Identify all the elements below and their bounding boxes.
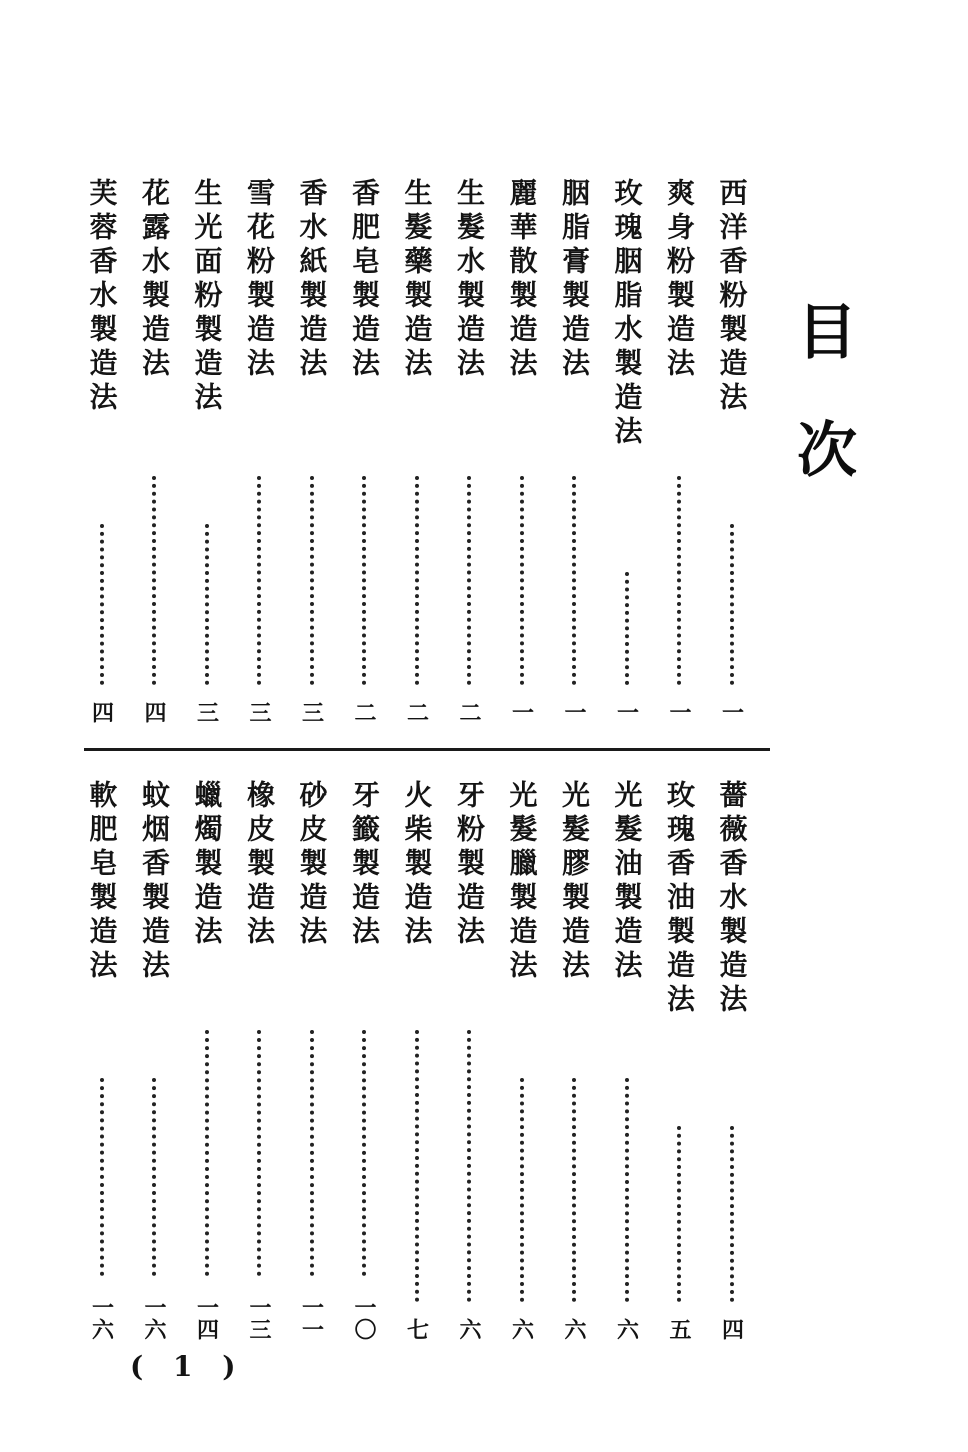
toc-entry-page: 六 bbox=[613, 1318, 640, 1340]
toc-entry-page: 四 bbox=[88, 701, 115, 723]
dot-leader bbox=[520, 476, 524, 685]
toc-entry bbox=[711, 178, 753, 723]
dot-leader bbox=[467, 1030, 471, 1302]
toc-entry bbox=[501, 780, 543, 1340]
toc-entry-title: 西洋香粉製造法 bbox=[715, 178, 749, 416]
dot-leader bbox=[677, 1126, 681, 1302]
toc-entry-page: 一 bbox=[718, 701, 745, 723]
toc-entry bbox=[658, 780, 700, 1340]
toc-entry-title: 軟肥皂製造法 bbox=[85, 780, 119, 984]
toc-entry-page: 六 bbox=[561, 1318, 587, 1340]
toc-entry-title: 光髮臘製造法 bbox=[505, 780, 539, 984]
toc-entry-title: 蚊烟香製造法 bbox=[138, 780, 171, 984]
toc-entry-title: 雪花粉製造法 bbox=[243, 178, 276, 382]
toc-entry bbox=[343, 178, 385, 723]
dot-leader bbox=[677, 476, 681, 685]
toc-entry-page: 一 bbox=[508, 701, 535, 723]
dot-leader bbox=[257, 476, 261, 685]
dot-leader bbox=[362, 476, 366, 685]
dot-leader bbox=[100, 1078, 104, 1276]
dot-leader bbox=[100, 524, 104, 685]
toc-entry-page: 七 bbox=[403, 1318, 430, 1340]
dot-leader bbox=[310, 476, 314, 685]
dot-leader bbox=[205, 524, 209, 685]
dot-leader bbox=[310, 1030, 314, 1276]
dot-leader bbox=[730, 1126, 734, 1302]
toc-entry-title: 生光面粉製造法 bbox=[190, 178, 224, 416]
toc-entry bbox=[291, 178, 333, 723]
toc-entry-page: 一 bbox=[666, 701, 692, 723]
toc-entry bbox=[81, 178, 123, 723]
section-divider bbox=[84, 748, 770, 751]
toc-entry bbox=[553, 178, 595, 723]
toc-section-bottom bbox=[81, 780, 764, 1340]
toc-entry-page: 五 bbox=[666, 1318, 692, 1340]
dot-leader bbox=[205, 1030, 209, 1276]
toc-entry-title: 麗華散製造法 bbox=[505, 178, 539, 382]
toc-entry bbox=[291, 780, 333, 1340]
toc-entry bbox=[343, 780, 385, 1340]
toc-entry-title: 光髮油製造法 bbox=[610, 780, 644, 984]
dot-leader bbox=[152, 1078, 156, 1276]
toc-entry-title: 薔薇香水製造法 bbox=[715, 780, 749, 1018]
toc-entry-title: 蠟燭製造法 bbox=[190, 780, 224, 950]
toc-entry bbox=[606, 780, 648, 1340]
toc-entry-page: 三 bbox=[193, 701, 220, 723]
toc-entry-page: 三 bbox=[246, 701, 272, 723]
toc-entry-title: 胭脂膏製造法 bbox=[558, 178, 591, 382]
toc-entry-page: 一 bbox=[613, 701, 640, 723]
toc-entry-page: 六 bbox=[508, 1318, 535, 1340]
dot-leader bbox=[520, 1078, 524, 1302]
toc-entry-title: 牙粉製造法 bbox=[453, 780, 486, 950]
dot-leader bbox=[572, 1078, 576, 1302]
toc-entry-title: 爽身粉製造法 bbox=[663, 178, 696, 382]
dot-leader bbox=[467, 476, 471, 685]
toc-entry-title: 生髮水製造法 bbox=[453, 178, 486, 382]
toc-entry bbox=[81, 780, 123, 1340]
toc-entry-page: 三 bbox=[298, 701, 325, 723]
toc-entry-title: 芙蓉香水製造法 bbox=[85, 178, 119, 416]
toc-entry-page: 一四 bbox=[193, 1296, 220, 1340]
toc-entry bbox=[186, 178, 228, 723]
dot-leader bbox=[415, 476, 419, 685]
toc-entry-title: 玫瑰胭脂水製造法 bbox=[610, 178, 644, 450]
toc-entry bbox=[133, 780, 175, 1340]
toc-entry-page: 四 bbox=[718, 1318, 745, 1340]
dot-leader bbox=[730, 524, 734, 685]
dot-leader bbox=[362, 1030, 366, 1276]
dot-leader bbox=[572, 476, 576, 685]
toc-entry bbox=[238, 178, 280, 723]
dot-leader bbox=[625, 572, 629, 685]
toc-entry bbox=[186, 780, 228, 1340]
toc-entry-title: 花露水製造法 bbox=[138, 178, 171, 382]
toc-entry bbox=[238, 780, 280, 1340]
toc-entry-title: 玫瑰香油製造法 bbox=[663, 780, 696, 1018]
dot-leader bbox=[625, 1078, 629, 1302]
toc-entry-title: 生髮藥製造法 bbox=[400, 178, 434, 382]
toc-entry-page: 一〇 bbox=[351, 1296, 377, 1340]
toc-entry bbox=[606, 178, 648, 723]
toc-entry-page: 一一 bbox=[298, 1296, 325, 1340]
toc-entry-title: 香水紙製造法 bbox=[295, 178, 329, 382]
toc-entry-title: 牙籤製造法 bbox=[348, 780, 381, 950]
dot-leader bbox=[257, 1030, 261, 1276]
dot-leader bbox=[152, 476, 156, 685]
toc-entry-page: 一三 bbox=[246, 1296, 272, 1340]
toc-entry-title: 光髮膠製造法 bbox=[558, 780, 591, 984]
toc-entry-title: 橡皮製造法 bbox=[243, 780, 276, 950]
toc-entry bbox=[133, 178, 175, 723]
toc-entry-title: 香肥皂製造法 bbox=[348, 178, 381, 382]
toc-section-top bbox=[81, 178, 764, 723]
toc-entry bbox=[396, 780, 438, 1340]
toc-entry-page: 一六 bbox=[88, 1296, 115, 1340]
toc-entry-page: 一六 bbox=[141, 1296, 167, 1340]
toc-entry bbox=[448, 178, 490, 723]
toc-entry-page: 四 bbox=[141, 701, 167, 723]
toc-entry-title: 火柴製造法 bbox=[400, 780, 434, 950]
toc-heading: 目次 bbox=[787, 300, 857, 536]
toc-entry bbox=[553, 780, 595, 1340]
toc-entry bbox=[448, 780, 490, 1340]
toc-entry bbox=[711, 780, 753, 1340]
toc-entry-page: 六 bbox=[456, 1318, 482, 1340]
toc-entry bbox=[658, 178, 700, 723]
toc-entry bbox=[396, 178, 438, 723]
toc-entry-page: 二 bbox=[403, 701, 430, 723]
page-folio: ( 1 ) bbox=[130, 1350, 246, 1383]
toc-entry-page: 二 bbox=[351, 701, 377, 723]
dot-leader bbox=[415, 1030, 419, 1302]
toc-entry bbox=[501, 178, 543, 723]
toc-entry-title: 砂皮製造法 bbox=[295, 780, 329, 950]
toc-entry-page: 一 bbox=[561, 701, 587, 723]
toc-entry-page: 二 bbox=[456, 701, 482, 723]
